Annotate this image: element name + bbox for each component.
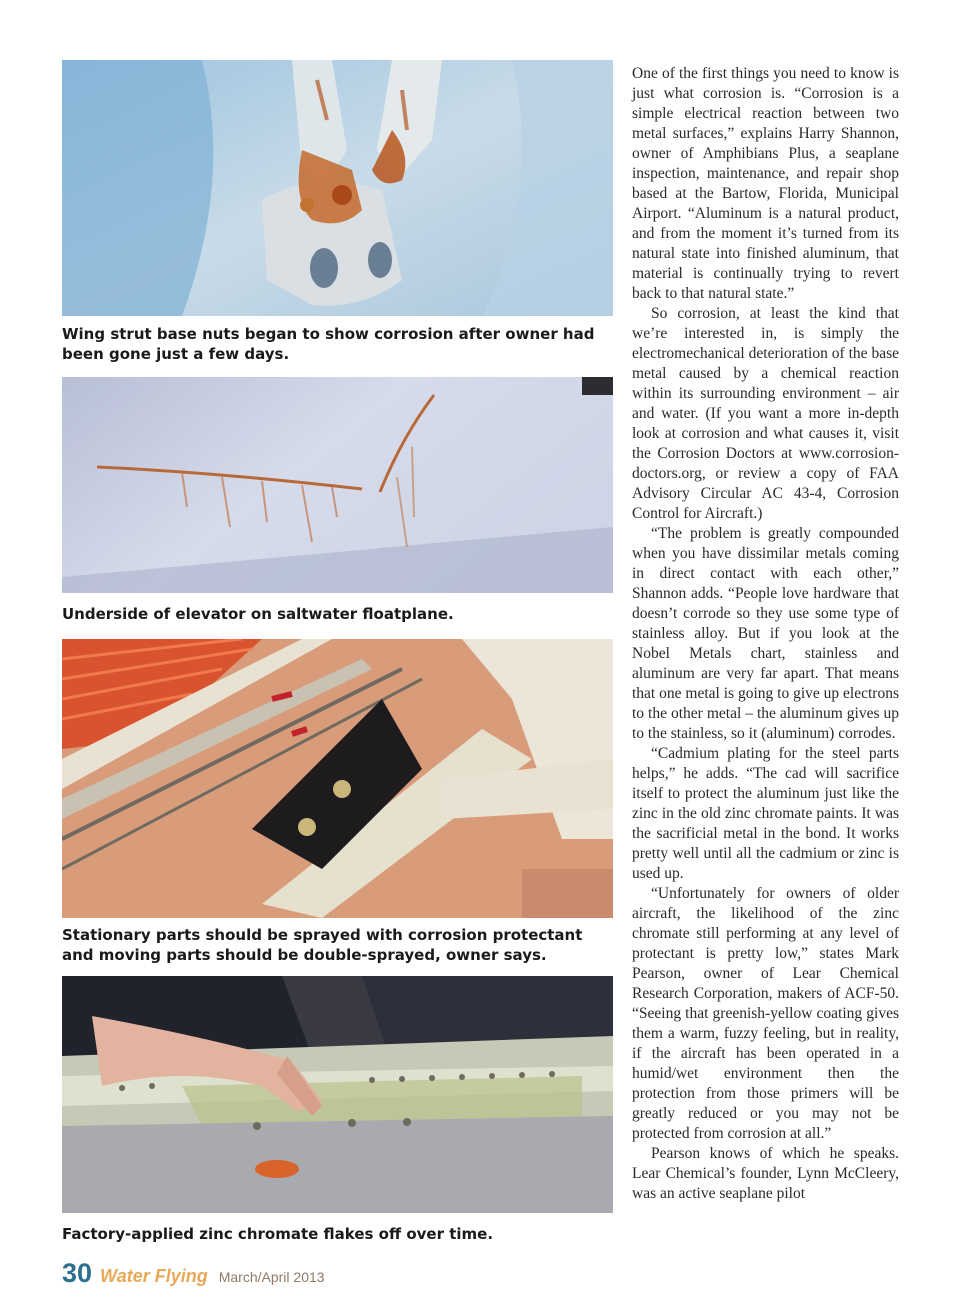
wing-strut-photo: [62, 60, 613, 316]
article-paragraph: “Unfortunately for owners of older aircraft, the likelihood of the zinc chromate still performing at any level of protectant is pretty low,” states Mark Pearson, owner of Lear Chemical Research Corporation, makers of ACF-50. “Seeing that greenish-yellow coating gives them a warm, fuzzy feeling, but in reality, if the aircraft has been operated in a humid/wet environment then the protection from those primers will be greatly reduced or you may not be protected from corrosion at all.”: [632, 885, 899, 1142]
article-paragraph: So corrosion, at least the kind that we’re interested in, is simply the electromechanical deterioration of the base metal caused by a chemical reaction within its surrounding environment – air and water. (If you want a more in-depth look at corrosion and what causes it, visit the Corrosion Doctors at www.corrosion-doctors.org, or review a copy of FAA Advisory Circular AC 43-4, Corrosion Control for Aircraft.): [632, 305, 899, 522]
control-cables-caption: Stationary parts should be sprayed with corrosion protectant and moving parts should be double-sprayed, owner says.: [62, 926, 583, 964]
page-footer: [62, 1258, 325, 1292]
zinc-chromate-caption: Factory-applied zinc chromate flakes off over time.: [62, 1225, 494, 1243]
magazine-name: Water Flying: [100, 1266, 208, 1286]
article-paragraph: Pearson knows of which he speaks. Lear Chemical’s founder, Lynn McCleery, was an active seaplane pilot: [632, 1145, 899, 1202]
article-paragraph: “The problem is greatly compounded when you have dissimilar metals coming in direct contact with each other,” Shannon adds. “People love hardware that doesn’t corrode so they use some type of stainless alloy. But if you look at the Nobel Metals chart, stainless and aluminum are very far apart. That means that one metal is going to give up electrons to the other metal – the aluminum gives up to the stainless, so it (aluminum) corrodes.: [632, 525, 899, 742]
zinc-chromate-photo: [62, 976, 613, 1213]
page-number: 30: [62, 1258, 93, 1288]
article-paragraph: “Cadmium plating for the steel parts helps,” he adds. “The cad will sacrifice itself to protect the aluminum just like the zinc in the old zinc chromate paints. It was the sacrificial metal in the bond. It works pretty well until all the cadmium or zinc is used up.: [632, 745, 899, 882]
elevator-underside-photo: [62, 377, 613, 593]
elevator-underside-caption: Underside of elevator on saltwater floatplane.: [62, 605, 454, 623]
article-paragraph: One of the first things you need to know is just what corrosion is. “Corrosion is a simple electrical reaction between two metal surfaces,” explains Harry Shannon, owner of Amphibians Plus, a seaplane inspection, maintenance, and repair shop based at the Bartow, Florida, Municipal Airport. “Aluminum is a natural product, and from the moment it’s turned from its natural state into finished aluminum, that material is continually trying to revert back to that natural state.”: [632, 65, 899, 302]
issue-date: March/April 2013: [218, 1269, 325, 1285]
article-column: [632, 64, 899, 1204]
control-cables-photo: [62, 639, 613, 918]
wing-strut-caption: Wing strut base nuts began to show corrosion after owner had been gone just a few days.: [62, 325, 595, 363]
